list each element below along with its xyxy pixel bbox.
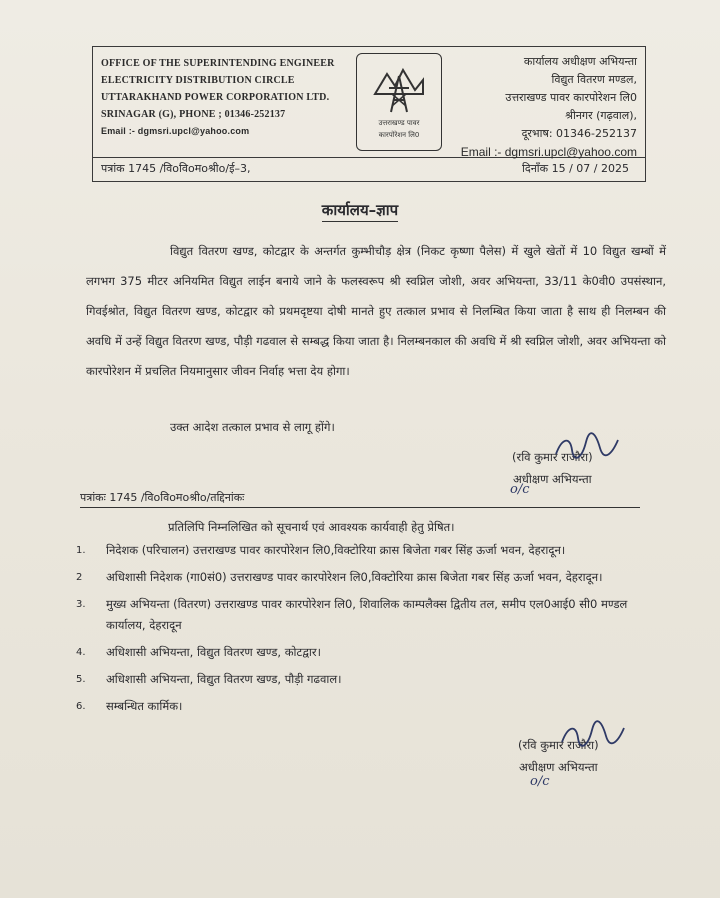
copy-intro: प्रतिलिपि निम्नलिखित को सूचनार्थ एवं आवश्यक कार्यवाही हेतु प्रेषित। bbox=[168, 520, 455, 534]
list-item-number: 3. bbox=[76, 599, 86, 610]
list-item bbox=[76, 540, 666, 561]
letterhead-english bbox=[101, 55, 335, 140]
email-en: Email :- dgmsri.upcl@yahoo.com bbox=[101, 126, 250, 136]
list-item-number: 4. bbox=[76, 647, 86, 658]
address-phone: SRINAGAR (G), PHONE ; 01346-252137 bbox=[101, 109, 286, 120]
list-item bbox=[76, 567, 666, 588]
list-item-text: सम्बन्धित कार्मिक। bbox=[106, 699, 183, 713]
list-item-number: 2 bbox=[76, 572, 83, 583]
list-item-text: मुख्य अभियन्ता (वितरण) उत्तराखण्ड पावर कारपोरेशन लि0, शिवालिक काम्पलैक्स द्वितीय तल, समीप एल0आई0 सी0 मण्डल कार्यालय, देहरादून bbox=[106, 597, 628, 632]
circle-name-hi: विद्युत वितरण मण्डल, bbox=[551, 73, 637, 86]
circle-name: ELECTRICITY DISTRIBUTION CIRCLE bbox=[101, 75, 295, 86]
signature-scribble-icon bbox=[558, 720, 628, 750]
list-item-number: 6. bbox=[76, 701, 86, 712]
order-effect: उक्त आदेश तत्काल प्रभाव से लागू होंगे। bbox=[170, 420, 335, 434]
signatory-name: (रवि कुमार राजौरा) bbox=[518, 738, 599, 752]
copy-list bbox=[76, 540, 666, 723]
signature-scribble-icon bbox=[552, 432, 622, 462]
initial-mark-2: o/c bbox=[530, 774, 550, 789]
tower-mountain-icon bbox=[371, 60, 427, 116]
list-item bbox=[76, 669, 666, 690]
logo-text-2: कारपोरेशन लि0 bbox=[378, 131, 420, 139]
signatory-name: (रवि कुमार राजौरा) bbox=[512, 450, 593, 464]
letterhead-hindi bbox=[447, 53, 637, 161]
reference-line bbox=[92, 157, 646, 182]
signatory-designation: अधीक्षण अभियन्ता bbox=[518, 760, 598, 774]
office-name-hi: कार्यालय अधीक्षण अभियन्ता bbox=[523, 55, 637, 68]
list-item bbox=[76, 594, 666, 636]
signature-block-2 bbox=[518, 734, 599, 778]
logo-text-1: उत्तराखण्ड पावर bbox=[378, 119, 420, 127]
office-name: OFFICE OF THE SUPERINTENDING ENGINEER bbox=[101, 58, 335, 69]
page-title bbox=[0, 200, 720, 220]
list-item-number: 1. bbox=[76, 545, 86, 556]
phone-hi: दूरभाष: 01346-252137 bbox=[521, 127, 637, 140]
letter-number: पत्रांक 1745 /विoविoमoश्रीo/ई–3, bbox=[101, 162, 251, 175]
title-text: कार्यालय–ज्ञाप bbox=[322, 201, 398, 222]
corporation-name: UTTARAKHAND POWER CORPORATION LTD. bbox=[101, 92, 330, 103]
letterhead bbox=[92, 46, 646, 158]
list-item bbox=[76, 696, 666, 717]
list-item-text: अधिशासी अभियन्ता, विद्युत वितरण खण्ड, पौड़ी गढवाल। bbox=[106, 672, 342, 686]
list-item-number: 5. bbox=[76, 674, 86, 685]
upcl-logo bbox=[356, 53, 442, 151]
email-hi: Email :- dgmsri.upcl@yahoo.com bbox=[460, 145, 637, 159]
list-item bbox=[76, 642, 666, 663]
letter-date: दिनाँक 15 / 07 / 2025 bbox=[522, 162, 629, 175]
copy-reference-line: पत्रांकः 1745 /विoविoमoश्रीo/तद्दिनांकः bbox=[80, 490, 640, 508]
signatory-designation: अधीक्षण अभियन्ता bbox=[512, 472, 592, 486]
city-hi: श्रीनगर (गढ़वाल), bbox=[565, 109, 637, 122]
list-item-text: अधिशासी अभियन्ता, विद्युत वितरण खण्ड, कोटद्वार। bbox=[106, 645, 321, 659]
list-item-text: निदेशक (परिचालन) उत्तराखण्ड पावर कारपोरेशन लि0,विक्टोरिया क्रास बिजेता गबर सिंह ऊर्जा भवन, देहरादून। bbox=[106, 543, 566, 557]
body-paragraph: विद्युत वितरण खण्ड, कोटद्वार के अन्तर्गत कुम्भीचौड़ क्षेत्र (निकट कृष्णा पैलेस) में खुले खेतों में 10 विद्युत खम्बों में लगभग 375 मीटर अनियमित विद्युत लाईन बनाये जाने के फलस्वरूप श्री स्वप्निल जोशी, अवर अभियन्ता, 33/11 के0वी0 उपसंस्थान, गिवईश्रोत, विद्युत वितरण खण्ड, कोटद्वार को प्रथमदृष्टया दोषी मानते हुए तत्काल प्रभाव से निलम्बित किया जाता है साथ ही निलम्बन की अवधि में उन्हें विद्युत वितरण खण्ड, पौड़ी गढवाल से सम्बद्ध किया जाता है। निलम्बनकाल की अवधि में श्री स्वप्निल जोशी, अवर अभियन्ता को कारपोरेशन में प्रचलित नियमानुसार जीवन निर्वाह भत्ता देय होगा। bbox=[86, 244, 666, 378]
initial-mark-1: o/c bbox=[510, 482, 530, 497]
corporation-name-hi: उत्तराखण्ड पावर कारपोरेशन लि0 bbox=[505, 91, 637, 104]
list-item-text: अधिशासी निदेशक (गा0सं0) उत्तराखण्ड पावर कारपोरेशन लि0,विक्टोरिया क्रास बिजेता गबर सिंह ऊर्जा भवन, देहरादून। bbox=[106, 570, 603, 584]
